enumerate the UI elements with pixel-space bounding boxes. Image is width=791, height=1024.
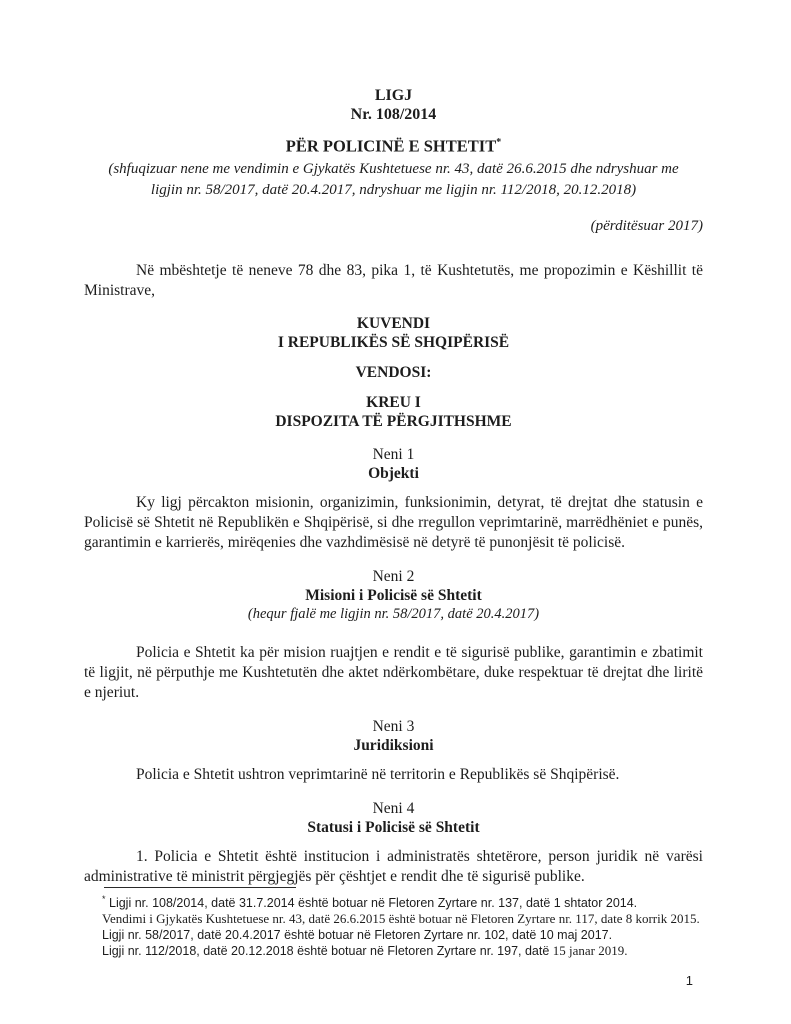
article-body: Policia e Shtetit ka për mision ruajtjen e rendit e të sigurisë publike, garantimin e zbatimit të ligjit, në përputhje me Kushtetutën dhe aktet ndërkombëtare, duke respektuar të drejtat dhe liritë e njeriut. <box>84 643 703 701</box>
article-body: Policia e Shtetit ushtron veprimtarinë në territorin e Republikës së Shqipërisë. <box>136 765 620 783</box>
article-number: Neni 4 <box>372 799 415 817</box>
chapter-number: KREU I <box>366 393 421 411</box>
article-1 <box>84 440 703 553</box>
chapter-heading <box>84 393 703 431</box>
footnote-1 <box>84 895 703 911</box>
article-note: (hequr fjalë me ligjin nr. 58/2017, datë 20.4.2017) <box>247 605 540 622</box>
footnote-3: Ligji nr. 58/2017, datë 20.4.2017 është botuar në Fletoren Zyrtare nr. 102, datë 10 maj 2017. <box>102 927 613 942</box>
footnote-marker: * <box>102 893 106 904</box>
document-header <box>84 86 703 236</box>
document-number-heading: Nr. 108/2014 <box>350 106 437 123</box>
article-number: Neni 1 <box>372 445 415 463</box>
article-number: Neni 3 <box>372 717 415 735</box>
article-body: Ky ligj përcakton misionin, organizimin, funksionimin, detyrat, të drejtat dhe statusin e Policisë së Shtetit në Republikën e Shqipërisë, si dhe rregullon veprimtarinë, marrëdhëniet e punës, garantimin e karrierës, mirëqenies dhe vazhdimësisë në detyrë të punonjësit të policisë. <box>84 493 703 551</box>
document-title <box>84 133 703 157</box>
article-title: Objekti <box>368 464 419 482</box>
page-number: 1 <box>685 972 693 988</box>
amendment-note: (shfuqizuar nene me vendimin e Gjykatës Kushtetuese nr. 43, datë 26.6.2015 dhe ndryshuar me ligjin nr. 58/2017, datë 20.4.2017, ndryshuar me ligjin nr. 112/2018, 20.12.2018) <box>108 160 679 198</box>
assembly-heading-line1: KUVENDI <box>356 314 431 332</box>
document-type-heading: LIGJ <box>374 87 413 104</box>
article-title: Juridiksioni <box>353 736 434 754</box>
article-title: Misioni i Policisë së Shtetit <box>305 586 482 604</box>
title-footnote-marker: * <box>496 137 502 148</box>
article-body: 1. Policia e Shtetit është institucion i administratës shtetërore, person juridik në varësi administrative të ministrit përgjegjës për çështjet e rendit dhe të sigurisë publike. <box>84 847 703 885</box>
footnote-4 <box>84 943 703 959</box>
article-3 <box>84 712 703 785</box>
article-4 <box>84 794 703 887</box>
article-number: Neni 2 <box>372 567 415 585</box>
article-title: Statusi i Policisë së Shtetit <box>307 818 480 836</box>
preamble-paragraph: Në mbështetje të neneve 78 dhe 83, pika 1, të Kushtetutës, me propozimin e Këshillit të Ministrave, <box>84 261 703 299</box>
footnote-2: Vendimi i Gjykatës Kushtetuese nr. 43, datë 26.6.2015 është botuar në Fletoren Zyrtare nr. 117, date 8 korrik 2015. <box>102 910 700 926</box>
chapter-title: DISPOZITA TË PËRGJITHSHME <box>275 412 512 430</box>
assembly-heading <box>84 314 703 352</box>
updated-note: (përditësuar 2017) <box>590 217 703 234</box>
footnote-text-serif-tail: 15 janar 2019. <box>552 942 628 958</box>
assembly-heading-line2: I REPUBLIKËS SË SHQIPËRISË <box>277 333 510 351</box>
footnote-separator <box>104 887 296 888</box>
footnote-section <box>84 887 703 989</box>
article-2 <box>84 562 703 703</box>
decree-heading: VENDOSI: <box>355 363 432 381</box>
document-title-text: PËR POLICINË E SHTETIT <box>285 136 497 156</box>
footnote-text: Ligji nr. 108/2014, datë 31.7.2014 është botuar në Fletoren Zyrtare nr. 137, datë 1 shtator 2014. <box>109 895 638 910</box>
footnote-text: Ligji nr. 112/2018, datë 20.12.2018 është botuar në Fletoren Zyrtare nr. 197, datë <box>102 943 553 958</box>
